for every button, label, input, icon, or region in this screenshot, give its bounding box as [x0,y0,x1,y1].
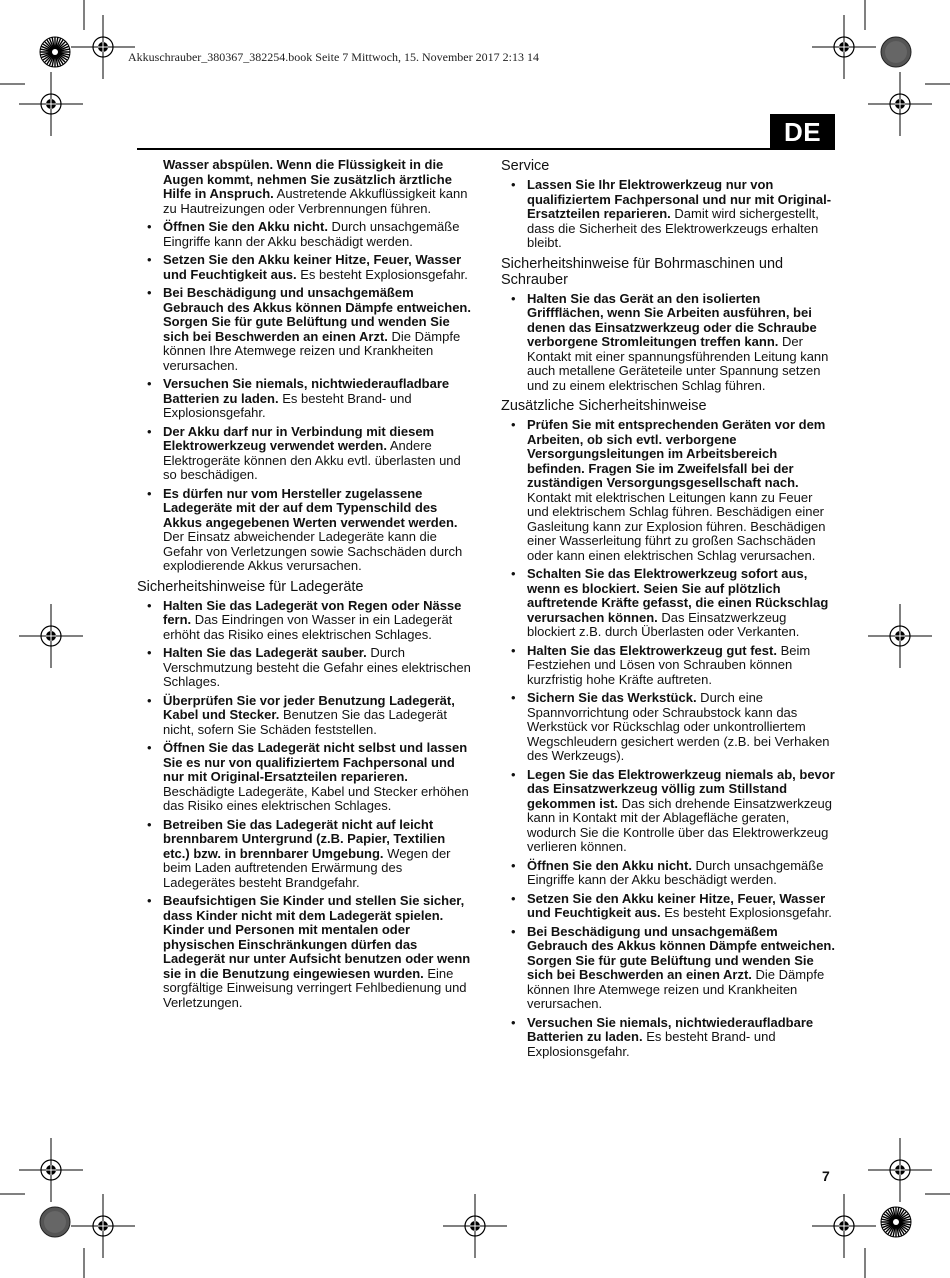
bold-text: Setzen Sie den Akku keiner Hitze, Feuer, Wasser und Feuchtigkeit aus. [163,252,462,282]
body-text: Wegen der beim Laden auftretenden Erwärmung des Ladegerätes besteht Brandgefahr. [163,845,451,890]
list-item [163,818,471,891]
list-item [527,567,835,640]
body-text: Das Eindringen von Wasser in ein Ladegerät erhöht das Risiko eines elektrischen Schlages. [163,612,453,642]
body-text: Es besteht Brand- und Explosionsgefahr. [527,1029,776,1059]
bold-text: Halten Sie das Ladegerät sauber. [163,645,367,660]
bold-text: Halten Sie das Ladegerät von Regen oder Nässe fern. [163,597,462,627]
section-heading-additional: Zusätzliche Sicherheitshinweise [501,398,707,414]
print-info-line: Akkuschrauber_380367_382254.book Seite 7 Mittwoch, 15. November 2017 2:13 14 [128,50,539,64]
body-text: Beim Festziehen und Lösen von Schrauben können kurzfristig hohe Kräfte auftreten. [527,642,811,687]
bold-text: Halten Sie das Elektrowerkzeug gut fest. [527,642,777,658]
list-item [163,253,471,282]
body-text: Durch Verschmutzung besteht die Gefahr eines elektrischen Schlages. [163,645,471,689]
list-item [163,377,471,421]
drill-safety-list [501,292,835,394]
bold-text: Setzen Sie den Akku keiner Hitze, Feuer, Wasser und Feuchtigkeit aus. [527,890,826,920]
bold-text: Wasser abspülen. Wenn die Flüssigkeit in die Augen kommt, nehmen Sie zusätzlich ärztliche Hilfe in Anspruch. [163,157,452,201]
battery-safety-list [137,220,471,574]
bold-text: Sichern Sie das Werkstück. [527,690,697,705]
charger-safety-list [137,599,471,1011]
list-item [527,644,835,688]
body-text: Kontakt mit elektrischen Leitungen kann zu Feuer und elektrischem Schlag führen. Beschädigen einer Gasleitung kann zur Explosion führen. Beschädigen einer Wasserleitung führt zu großen Sachschäden oder kann einen elektrischen Schlag verursachen. [527,489,826,563]
body-text: Das sich drehende Einsatzwerkzeug kann in Kontakt mit der Ablagefläche geraten, wodurch Sie die Kontrolle über das Elektrowerkzeug verlieren können. [527,795,832,854]
body-text: Benutzen Sie das Ladegerät nicht, sofern Sie Schäden feststellen. [163,707,448,737]
body-text: Die Dämpfe können Ihre Atemwege reizen und Krankheiten verursachen. [527,967,825,1011]
bold-text: Öffnen Sie den Akku nicht. [163,219,328,234]
list-item [163,894,471,1010]
bold-text: Versuchen Sie niemals, nichtwiederaufladbare Batterien zu laden. [527,1014,814,1044]
bold-text: Betreiben Sie das Ladegerät nicht auf leicht brennbarem Untergrund (z.B. Papier, Textilien etc.) bzw. in brennbarer Umgebung. [163,816,446,861]
body-text: Andere Elektrogeräte können den Akku evtl. überlasten und so beschädigen. [163,438,461,482]
list-item [163,646,471,690]
bold-text: Es dürfen nur vom Hersteller zugelassene Ladegeräte mit der auf dem Typenschild des Akkus angegebenen Werten verwendet werden. [163,485,458,530]
bold-text: Legen Sie das Elektrowerkzeug niemals ab, bevor das Einsatzwerkzeug völlig zum Stillstand gekommen ist. [527,766,835,811]
list-item [527,859,835,888]
language-tab: DE [770,114,835,150]
bold-text: Schalten Sie das Elektrowerkzeug sofort aus, wenn es blockiert. Seien Sie auf plötzlich auftretende Kräfte gefasst, die einen Rückschlag verursachen können. [527,566,829,625]
section-heading-service: Service [501,158,550,174]
list-item [163,599,471,643]
body-text: Die Dämpfe können Ihre Atemwege reizen und Krankheiten verursachen. [163,328,461,373]
list-item [163,220,471,249]
list-item [163,425,471,483]
additional-safety-list [501,418,835,1059]
list-item [527,892,835,921]
body-text: Der Kontakt mit einer spannungsführenden Leitung kann auch metallene Geräteteile unter Spannung setzen und zu einem elektrischen Schlag führen. [527,334,829,393]
bold-text: Prüfen Sie mit entsprechenden Geräten vor dem Arbeiten, ob sich evtl. verborgene Versorgungsleitungen im Arbeitsbereich befinden. Fragen Sie im Zweifelsfall bei der zuständigen Versorgungsgesellschaft nach. [527,417,826,490]
list-item [527,691,835,764]
list-item [163,741,471,814]
body-text: Austretende Akkuflüssigkeit kann zu Hautreizungen oder Verbrennungen führen. [163,186,468,216]
page-number: 7 [822,1168,830,1184]
list-item [527,925,835,1012]
body-text: Eine sorgfältige Einweisung verringert Fehlbedienung und Verletzungen. [163,965,467,1010]
continued-paragraph [163,158,471,216]
body-text: Damit wird sichergestellt, dass die Sicherheit des Elektrowerkzeugs erhalten bleibt. [527,206,819,250]
list-item [527,178,835,251]
list-item [163,286,471,373]
service-list [501,178,835,251]
list-item [527,768,835,855]
list-item [527,292,835,394]
body-text: Durch eine Spannvorrichtung oder Schraubstock kann das Werkstück vor Rückschlag oder unkontrolliertem Wegschleudern gesichert werden (z.B. bei Verhaken des Werkzeugs). [527,690,830,763]
bold-text: Bei Beschädigung und unsachgemäßem Gebrauch des Akkus können Dämpfe entweichen. Sorgen Sie für gute Belüftung und wenden Sie sich bei Beschwerden an einen Arzt. [163,285,471,344]
list-item [527,418,835,563]
list-item [163,694,471,738]
section-heading-drills: Sicherheitshinweise für Bohrmaschinen und Schrauber [501,255,784,288]
bold-text: Überprüfen Sie vor jeder Benutzung Ladegerät, Kabel und Stecker. [163,692,455,722]
bold-text: Halten Sie das Gerät an den isolierten Griffflächen, wenn Sie Arbeiten ausführen, bei denen das Einsatzwerkzeug oder die Schraube verborgene Stromleitungen treffen kann. [527,290,817,349]
bold-text: Versuchen Sie niemals, nichtwiederaufladbare Batterien zu laden. [163,376,450,406]
bold-text: Der Akku darf nur in Verbindung mit diesem Elektrowerkzeug verwendet werden. [163,423,435,453]
list-item [527,1016,835,1060]
right-column [501,158,835,1063]
bold-text: Bei Beschädigung und unsachgemäßem Gebrauch des Akkus können Dämpfe entweichen. Sorgen Sie für gute Belüftung und wenden Sie sich bei Beschwerden an einen Arzt. [527,923,835,982]
body-text: Es besteht Brand- und Explosionsgefahr. [163,390,412,420]
body-text: Durch unsachgemäße Eingriffe kann der Akku beschädigt werden. [163,219,460,249]
body-text: Beschädigte Ladegeräte, Kabel und Stecker erhöhen das Risiko eines elektrischen Schlages. [163,783,469,813]
body-text: Der Einsatz abweichender Ladegeräte kann die Gefahr von Verletzungen sowie Sachschäden durch explodierende Akkus verursachen. [163,529,463,573]
body-text: Das Einsatzwerkzeug blockiert z.B. durch Überlasten oder Verkanten. [527,609,800,639]
bold-text: Öffnen Sie den Akku nicht. [527,857,692,873]
bold-text: Beaufsichtigen Sie Kinder und stellen Sie sicher, dass Kinder nicht mit dem Ladegerät spielen. Kinder und Personen mit mentalen oder physischen Einschränkungen dürfen das Ladegerät nur unter Aufsicht benutzen oder wenn sie in die Benutzung eingewiesen wurden. [163,893,471,981]
body-text: Es besteht Explosionsgefahr. [296,266,468,282]
bold-text: Lassen Sie Ihr Elektrowerkzeug nur von qualifiziertem Fachpersonal und nur mit Original-Ersatzteilen reparieren. [527,177,832,221]
bold-text: Öffnen Sie das Ladegerät nicht selbst und lassen Sie es nur von qualifiziertem Fachpersonal und nur mit Original-Ersatzteilen reparieren. [163,740,468,784]
left-column [137,158,471,1014]
header-rule [137,148,771,150]
body-text: Es besteht Explosionsgefahr. [660,905,832,920]
section-heading-charger: Sicherheitshinweise für Ladegeräte [137,578,364,595]
body-text: Durch unsachgemäße Eingriffe kann der Akku beschädigt werden. [527,857,824,887]
list-item [163,487,471,574]
